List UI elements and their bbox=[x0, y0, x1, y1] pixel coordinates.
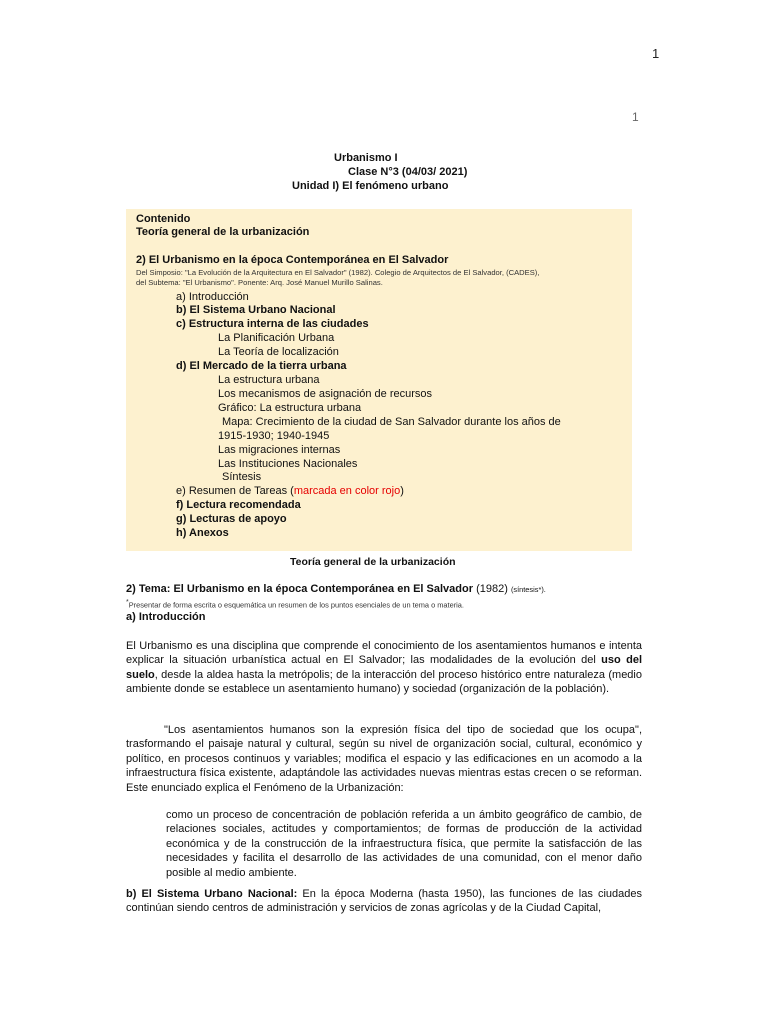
toc-item-d4-line1: Mapa: Crecimiento de la ciudad de San Salvador durante los años de bbox=[222, 416, 561, 428]
toc-item-d6: Las Instituciones Nacionales bbox=[218, 458, 358, 470]
toc-item-b: b) El Sistema Urbano Nacional bbox=[176, 304, 336, 316]
toc-item-e bbox=[176, 485, 404, 499]
paragraph-3: como un proceso de concentración de población referida a un ámbito geográfico de cambio, de relaciones sociales, actitudes y comportamientos; de formas de producción de la actividad económica y de la construcción de la infraestructura física, que permite la satisfacción de las necesidades y facilita el desarrollo de las actividades de una comunidad, con el menor daño posible al medio ambiente. bbox=[166, 809, 642, 879]
toc-item-f: f) Lectura recomendada bbox=[176, 499, 301, 511]
toc-item-e-close: ) bbox=[400, 485, 404, 497]
paragraph-1-text-b: , desde la aldea hasta la metrópolis; de la interacción del proceso histórico entre naturaleza (medio ambiente donde se establece un asentamiento humano) y sociedad (organización de la población). bbox=[126, 668, 642, 696]
tema-line bbox=[126, 583, 646, 595]
unit-line: Unidad I) El fenómeno urbano bbox=[292, 180, 449, 192]
section-title: 2) El Urbanismo en la época Contemporánea en El Salvador bbox=[136, 254, 449, 266]
paragraph-1 bbox=[126, 639, 642, 697]
toc-item-d4-line2: 1915-1930; 1940-1945 bbox=[218, 430, 330, 442]
toc-item-d1: La estructura urbana bbox=[218, 374, 320, 386]
source-line-2: del Subtema: "El Urbanismo". Ponente: Arq. José Manuel Murillo Salinas. bbox=[136, 278, 383, 287]
paragraph-1-text-a: El Urbanismo es una disciplina que comprende el conocimiento de los asentamientos humanos e intenta explicar la situación urbanística actual en El Salvador; las modalidades de la evolución del bbox=[126, 640, 642, 667]
source-line-1: Del Simposio: "La Evolución de la Arquitectura en El Salvador" (1982). Colegio de Arquitectos de El Salvador, (CADES), bbox=[136, 268, 540, 277]
paragraph-4 bbox=[126, 887, 642, 916]
toc-item-c2: La Teoría de localización bbox=[218, 346, 339, 358]
footnote-mark: * bbox=[126, 599, 129, 606]
paragraph-1-bold: uso del suelo bbox=[126, 654, 642, 681]
toc-item-c1: La Planificación Urbana bbox=[218, 332, 335, 344]
tema-year: (1982) bbox=[473, 583, 511, 595]
toc-item-h: h) Anexos bbox=[176, 527, 229, 539]
toc-item-d: d) El Mercado de la tierra urbana bbox=[176, 360, 347, 372]
footnote bbox=[126, 599, 464, 609]
content-title: Contenido bbox=[136, 213, 191, 225]
toc-item-g: g) Lecturas de apoyo bbox=[176, 513, 287, 525]
footnote-text: Presentar de forma escrita o esquemática un resumen de los puntos esenciales de un tema o materia. bbox=[128, 600, 464, 610]
toc-item-e-red: marcada en color rojo bbox=[293, 485, 401, 497]
toc-item-a: a) Introducción bbox=[176, 291, 249, 303]
toc-item-e-label: e) Resumen de Tareas ( bbox=[176, 485, 294, 497]
tema-title: 2) Tema: El Urbanismo en la época Contemporánea en El Salvador bbox=[126, 583, 474, 595]
tema-synthesis: (síntesis*). bbox=[510, 585, 546, 594]
course-title: Urbanismo I bbox=[334, 152, 398, 164]
toc-item-d7: Síntesis bbox=[222, 471, 262, 483]
intro-heading: a) Introducción bbox=[126, 611, 206, 623]
toc-item-c: c) Estructura interna de las ciudades bbox=[176, 318, 369, 330]
toc-item-d5: Las migraciones internas bbox=[218, 444, 341, 456]
content-subtitle: Teoría general de la urbanización bbox=[136, 226, 310, 238]
toc-item-d3: Gráfico: La estructura urbana bbox=[218, 402, 362, 414]
page-number-inner: 1 bbox=[632, 110, 639, 124]
paragraph-2: "Los asentamientos humanos son la expresión física del tipo de sociedad que los ocupa", trasformando el paisaje natural y cultural, según su nivel de organización social, cultural, económico y político, en procesos continuos y variables; modifica el espacio y las edificaciones en un acomodo a la infraestructura física existente, adaptándole las actividades nuevas mientras estas crecen o se reforman. Este enunciado explica el Fenómeno de la Urbanización: bbox=[126, 724, 642, 794]
page-number-outer: 1 bbox=[652, 46, 660, 61]
toc-item-d2: Los mecanismos de asignación de recursos bbox=[218, 388, 433, 400]
teoria-heading: Teoría general de la urbanización bbox=[290, 556, 456, 568]
paragraph-4-text: En la época Moderna (hasta 1950), las funciones de las ciudades continúan siendo centros de administración y servicios de zonas agrícolas y de la Ciudad Capital, bbox=[126, 888, 642, 915]
class-line: Clase N°3 (04/03/ 2021) bbox=[348, 166, 468, 178]
paragraph-4-heading: b) El Sistema Urbano Nacional: bbox=[126, 888, 298, 900]
